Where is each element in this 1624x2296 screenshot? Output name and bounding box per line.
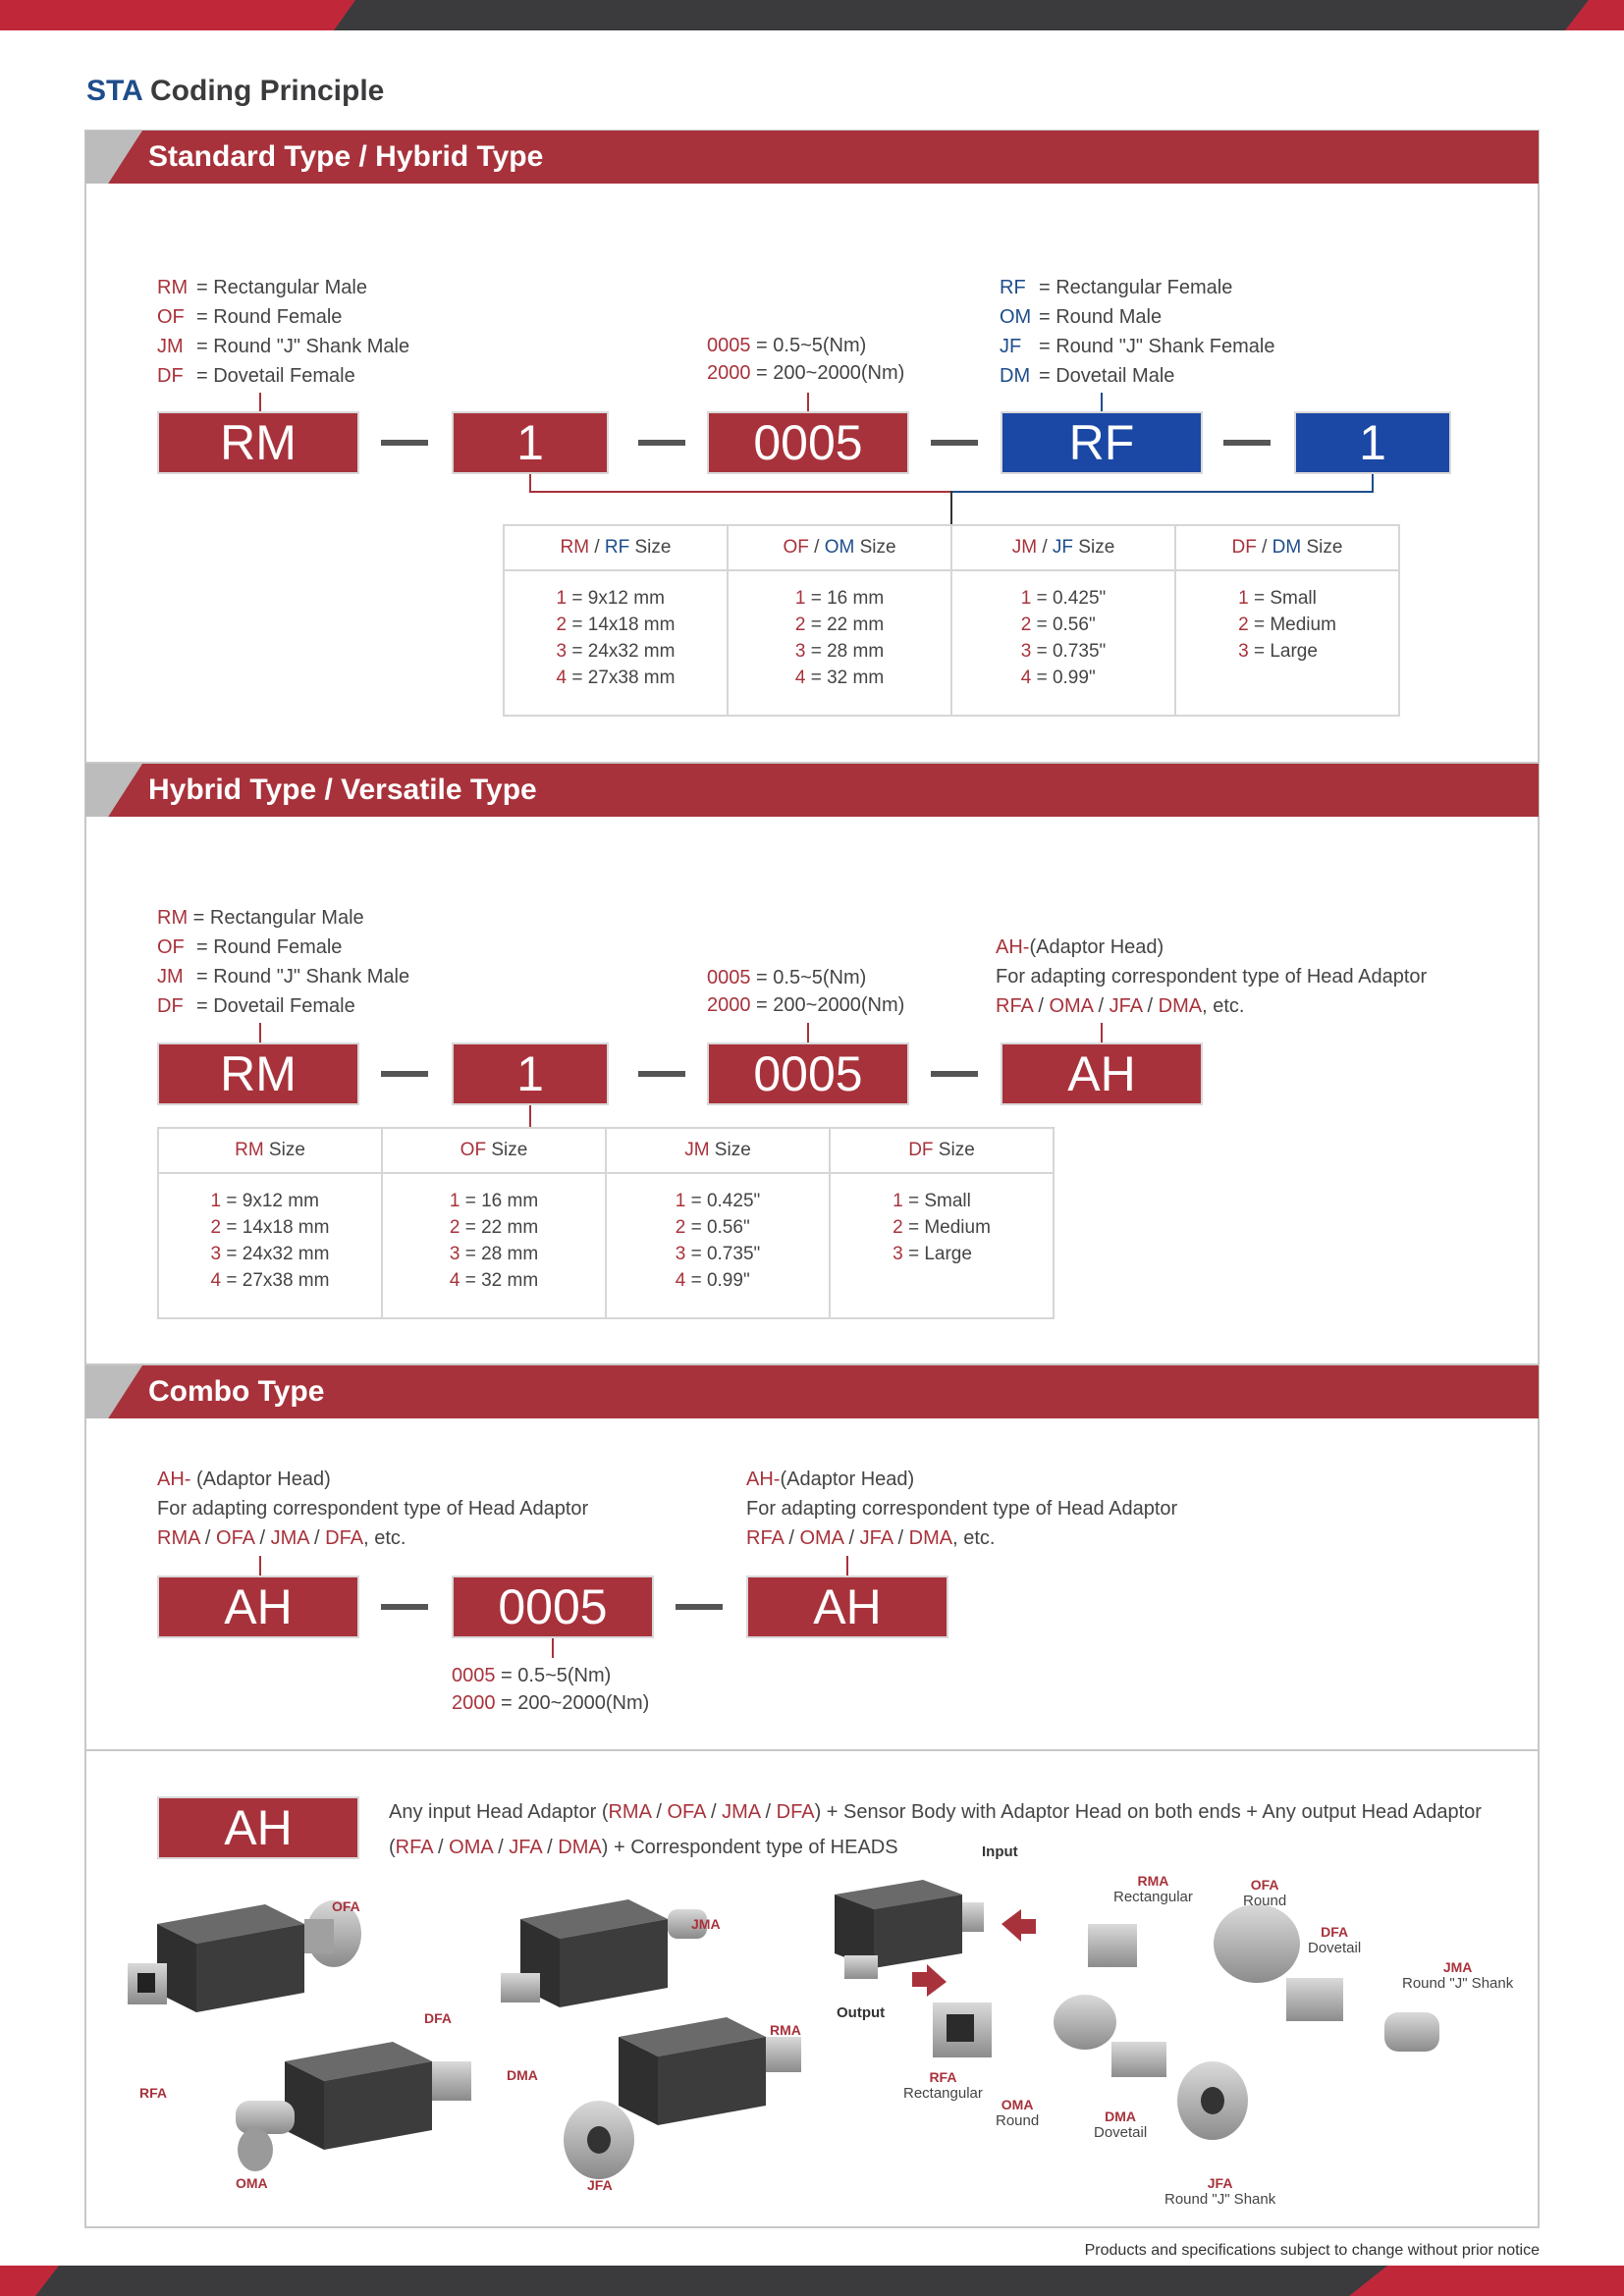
label-a4-bottom: JFA bbox=[587, 2177, 613, 2193]
torque-legend: 0005 = 0.5~5(Nm) 2000 = 200~2000(Nm) bbox=[707, 335, 905, 384]
sensor-assembly-rma-jfa bbox=[564, 2017, 801, 2179]
output-label: Output bbox=[837, 2004, 886, 2021]
footer-note: Products and specifications subject to change without prior notice bbox=[1084, 2242, 1540, 2259]
combo-torque-legend: 0005 = 0.5~5(Nm) 2000 = 200~2000(Nm) bbox=[452, 1665, 650, 1714]
part-oma bbox=[1054, 1995, 1116, 2050]
standard-type-header bbox=[85, 131, 1539, 184]
hybrid-size-col-of: 1 = 16 mm 2 = 22 mm 3 = 28 mm 4 = 32 mm bbox=[382, 1173, 606, 1318]
combo-right-note: AH-(Adaptor Head) For adapting correspondent type of Head Adaptor RFA / OMA / JFA / DMA, etc. bbox=[746, 1468, 1178, 1549]
size-table-standard bbox=[503, 524, 1400, 717]
code-box-input-size: 1 bbox=[452, 411, 609, 474]
combo-left-note: AH- (Adaptor Head) For adapting correspondent type of Head Adaptor RMA / OFA / JMA / DFA, etc. bbox=[157, 1468, 589, 1549]
part-label-rma: RMA Rectangular bbox=[1113, 1873, 1193, 1905]
combo-box-output-ah: AH bbox=[746, 1575, 948, 1638]
sensor-assembly-ofa-rfa bbox=[128, 1900, 361, 2012]
input-arrow-icon bbox=[1001, 1909, 1036, 1942]
section-title: Standard Type / Hybrid Type bbox=[148, 140, 544, 173]
part-label-jma: JMA Round "J" Shank bbox=[1402, 1959, 1514, 1992]
sensor-assembly-jma-dma bbox=[501, 1899, 707, 2007]
part-label-rfa: RFA Rectangular bbox=[903, 2069, 983, 2102]
hybrid-male-legend: RM = Rectangular Male OF = Round Female JM = Round "J" Shank Male DF = Dovetail Female bbox=[157, 907, 410, 1017]
hybrid-size-header-of: OF Size bbox=[382, 1128, 606, 1173]
hybrid-box-input-type: RM bbox=[157, 1042, 359, 1105]
combo-box-input-ah: AH bbox=[157, 1575, 359, 1638]
hybrid-size-header-jm: JM Size bbox=[606, 1128, 830, 1173]
output-arrow-icon bbox=[912, 1964, 947, 1997]
part-rma bbox=[1088, 1924, 1137, 1967]
hybrid-size-col-rm: 1 = 9x12 mm 2 = 14x18 mm 3 = 24x32 mm 4 = 27x38 mm bbox=[158, 1173, 382, 1318]
hybrid-ah-note: AH-(Adaptor Head) For adapting correspondent type of Head Adaptor RFA / OMA / JFA / DMA, etc. bbox=[996, 936, 1428, 1017]
size-header-rm-rf: RM / RF Size bbox=[504, 525, 728, 570]
page-title: STA Coding Principle bbox=[86, 75, 385, 107]
hybrid-box-torque: 0005 bbox=[707, 1042, 909, 1105]
hybrid-size-col-jm: 1 = 0.425" 2 = 0.56" 3 = 0.735" 4 = 0.99" bbox=[606, 1173, 830, 1318]
size-header-of-om: OF / OM Size bbox=[728, 525, 951, 570]
code-box-input-type: RM bbox=[157, 411, 359, 474]
code-box-torque: 0005 bbox=[707, 411, 909, 474]
male-legend: RM = Rectangular Male OF = Round Female JM = Round "J" Shank Male DF = Dovetail Female bbox=[157, 277, 410, 387]
hybrid-type-header bbox=[85, 764, 1539, 817]
label-a3-bottom: DMA bbox=[507, 2067, 538, 2083]
part-jma bbox=[1384, 2012, 1439, 2052]
label-a2-top: DFA bbox=[424, 2010, 452, 2026]
bottom-bar bbox=[0, 2266, 1624, 2296]
label-a3-top: JMA bbox=[691, 1916, 721, 1932]
sensor-body bbox=[835, 1880, 984, 1979]
section-title: Hybrid Type / Versatile Type bbox=[148, 774, 537, 806]
section-title: Combo Type bbox=[148, 1375, 325, 1408]
label-a1-bottom: RFA bbox=[139, 2085, 167, 2101]
hybrid-size-col-df: 1 = Small 2 = Medium 3 = Large bbox=[830, 1173, 1054, 1318]
ah-box: AH bbox=[157, 1796, 359, 1859]
label-a4-top: RMA bbox=[770, 2022, 801, 2038]
input-label: Input bbox=[982, 1843, 1018, 1860]
part-dma bbox=[1111, 2042, 1166, 2077]
size-col-df-dm: 1 = Small 2 = Medium 3 = Large bbox=[1175, 570, 1399, 716]
size-table-hybrid bbox=[157, 1127, 1055, 1319]
hybrid-box-input-size: 1 bbox=[452, 1042, 609, 1105]
label-a2-bottom: OMA bbox=[236, 2175, 268, 2191]
part-label-ofa: OFA Round bbox=[1243, 1877, 1287, 1909]
code-box-output-type: RF bbox=[1001, 411, 1203, 474]
part-ofa bbox=[1214, 1904, 1300, 1983]
part-label-oma: OMA Round bbox=[996, 2097, 1040, 2129]
label-a1-top: OFA bbox=[332, 1898, 360, 1914]
size-col-rm-rf: 1 = 9x12 mm 2 = 14x18 mm 3 = 24x32 mm 4 = 27x38 mm bbox=[504, 570, 728, 716]
adaptor-parts-diagram bbox=[825, 1865, 1532, 2218]
combo-divider bbox=[86, 1749, 1538, 1751]
part-label-dma: DMA Dovetail bbox=[1094, 2109, 1148, 2141]
hybrid-box-adaptor-head: AH bbox=[1001, 1042, 1203, 1105]
size-header-jm-jf: JM / JF Size bbox=[951, 525, 1175, 570]
hybrid-size-header-df: DF Size bbox=[830, 1128, 1054, 1173]
code-box-output-size: 1 bbox=[1294, 411, 1451, 474]
hybrid-torque-legend: 0005 = 0.5~5(Nm) 2000 = 200~2000(Nm) bbox=[707, 967, 905, 1016]
size-col-of-om: 1 = 16 mm 2 = 22 mm 3 = 28 mm 4 = 32 mm bbox=[728, 570, 951, 716]
combo-type-header bbox=[85, 1365, 1539, 1418]
part-label-dfa: DFA Dovetail bbox=[1308, 1924, 1362, 1956]
combo-box-torque: 0005 bbox=[452, 1575, 654, 1638]
ah-description: Any input Head Adaptor (RMA / OFA / JMA / DFA) + Sensor Body with Adaptor Head on both ends + Any output Head Adaptor (RFA / OMA / JFA / DMA) + Correspondent type of HEADS bbox=[389, 1801, 1482, 1858]
sensor-assembly-dfa-oma bbox=[236, 2042, 471, 2171]
size-header-df-dm: DF / DM Size bbox=[1175, 525, 1399, 570]
part-label-jfa: JFA Round "J" Shank bbox=[1164, 2175, 1276, 2208]
female-legend: RF = Rectangular Female OM = Round Male JF = Round "J" Shank Female DM = Dovetail Male bbox=[1000, 277, 1275, 387]
hybrid-size-header-rm: RM Size bbox=[158, 1128, 382, 1173]
top-bar bbox=[0, 0, 1624, 30]
part-dfa bbox=[1286, 1978, 1343, 2021]
size-col-jm-jf: 1 = 0.425" 2 = 0.56" 3 = 0.735" 4 = 0.99" bbox=[951, 570, 1175, 716]
